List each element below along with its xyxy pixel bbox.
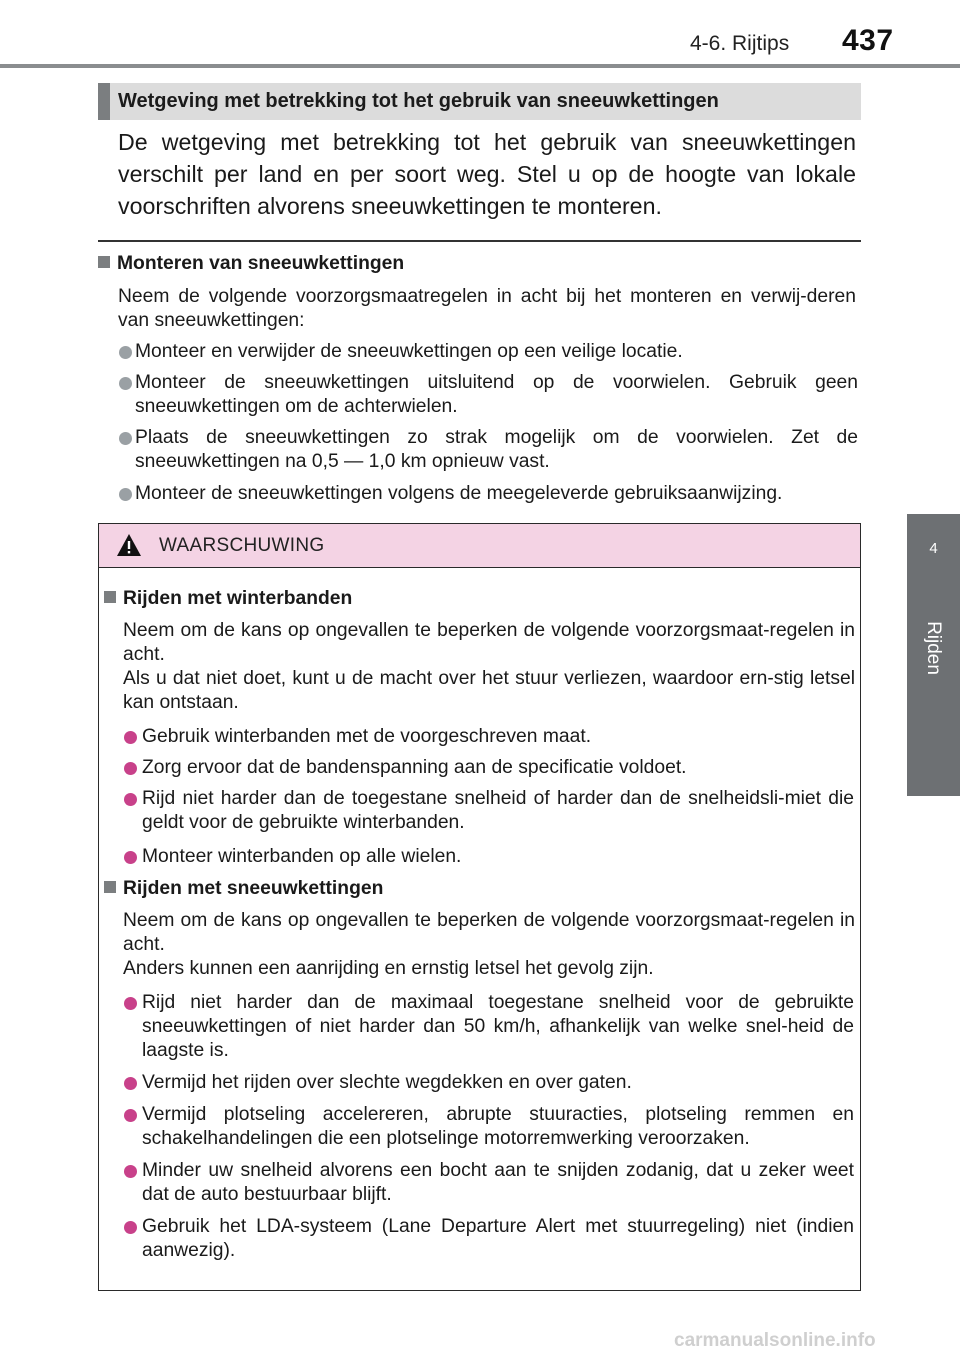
section-title: Wetgeving met betrekking tot het gebruik van sneeuwkettingen (118, 90, 719, 112)
section-title-bar (98, 83, 861, 120)
bullet-dot-icon (124, 1109, 137, 1122)
warning-header (99, 524, 860, 568)
warning-triangle-icon (116, 533, 142, 557)
bullet-dot-icon (119, 488, 132, 501)
bullet-dot-icon (124, 1221, 137, 1234)
list-item: Rijd niet harder dan de maximaal toegestane snelheid voor de gebruikte sneeuwkettingen of niet harder dan 50 km/h, afhankelijk van welke snel-heid de laagste is. (142, 992, 854, 1061)
title-accent (98, 83, 110, 120)
bullet-dot-icon (119, 346, 132, 359)
winter-tires-intro-1: Neem om de kans op ongevallen te beperken de volgende voorzorgsmaat-regelen in acht. (123, 620, 855, 665)
bullet-dot-icon (124, 793, 137, 806)
bullet-dot-icon (124, 762, 137, 775)
list-item: Vermijd het rijden over slechte wegdekken en over gaten. (142, 1072, 632, 1093)
mounting-heading: Monteren van sneeuwkettingen (98, 253, 404, 275)
warning-title: WAARSCHUWING (159, 535, 325, 556)
divider (98, 240, 861, 242)
bullet-dot-icon (124, 1077, 137, 1090)
watermark: carmanualsonline.info (674, 1330, 876, 1351)
list-item: Monteer winterbanden op alle wielen. (142, 846, 462, 867)
header-rule (0, 64, 960, 68)
bullet-dot-icon (124, 731, 137, 744)
mounting-intro: Neem de volgende voorzorgsmaatregelen in acht bij het monteren en verwij-deren van sneeuwkettingen: (118, 286, 856, 331)
section-label: 4-6. Rijtips (690, 32, 790, 55)
winter-tires-intro-2: Als u dat niet doet, kunt u de macht over het stuur verliezen, waardoor ern-stig letsel kan ontstaan. (123, 668, 855, 713)
list-item: Gebruik het LDA-systeem (Lane Departure Alert met stuurregeling) niet (indien aanwezig). (142, 1216, 854, 1261)
bullet-dot-icon (124, 851, 137, 864)
bullet-dot-icon (124, 1165, 137, 1178)
square-bullet-icon (98, 256, 110, 268)
snow-chains-heading: Rijden met sneeuwkettingen (104, 878, 383, 900)
page-number: 437 (842, 24, 894, 57)
square-bullet-icon (104, 591, 116, 603)
list-item: Gebruik winterbanden met de voorgeschreven maat. (142, 726, 592, 747)
list-item: Monteer de sneeuwkettingen volgens de meegeleverde gebruiksaanwijzing. (135, 483, 783, 504)
bullet-dot-icon (119, 377, 132, 390)
square-bullet-icon (104, 881, 116, 893)
chapter-label: Rijden (923, 621, 944, 675)
intro-paragraph: De wetgeving met betrekking tot het gebruik van sneeuwkettingen verschilt per land en per soort weg. Stel u op de hoogte van lokale voorschriften alvorens sneeuwkettingen te monteren. (118, 129, 856, 219)
list-item: Vermijd plotseling accelereren, abrupte stuuracties, plotseling remmen en schakelhandelingen die een plotselinge motorremwerking veroorzaken. (142, 1104, 854, 1149)
list-item: Rijd niet harder dan de toegestane snelheid of harder dan de snelheidsli-miet die geldt voor de gebruikte winterbanden. (142, 788, 854, 833)
list-item: Monteer de sneeuwkettingen uitsluitend op de voorwielen. Gebruik geen sneeuwkettingen om de achterwielen. (135, 372, 858, 417)
bullet-dot-icon (119, 432, 132, 445)
list-item: Zorg ervoor dat de bandenspanning aan de specificatie voldoet. (142, 757, 687, 778)
bullet-dot-icon (124, 997, 137, 1010)
list-item: Plaats de sneeuwkettingen zo strak mogelijk om de voorwielen. Zet de sneeuwkettingen na 0,5 — 1,0 km opnieuw vast. (135, 427, 858, 472)
list-item: Monteer en verwijder de sneeuwkettingen op een veilige locatie. (135, 341, 683, 362)
chapter-number: 4 (929, 540, 938, 557)
list-item: Minder uw snelheid alvorens een bocht aan te snijden zodanig, dat u zeker weet dat de auto bestuurbaar blijft. (142, 1160, 854, 1205)
warning-box (98, 523, 861, 1291)
winter-tires-heading: Rijden met winterbanden (104, 588, 352, 610)
snow-chains-intro-1: Neem om de kans op ongevallen te beperken de volgende voorzorgsmaat-regelen in acht. (123, 910, 855, 955)
snow-chains-intro-2: Anders kunnen een aanrijding en ernstig letsel het gevolg zijn. (123, 958, 654, 979)
